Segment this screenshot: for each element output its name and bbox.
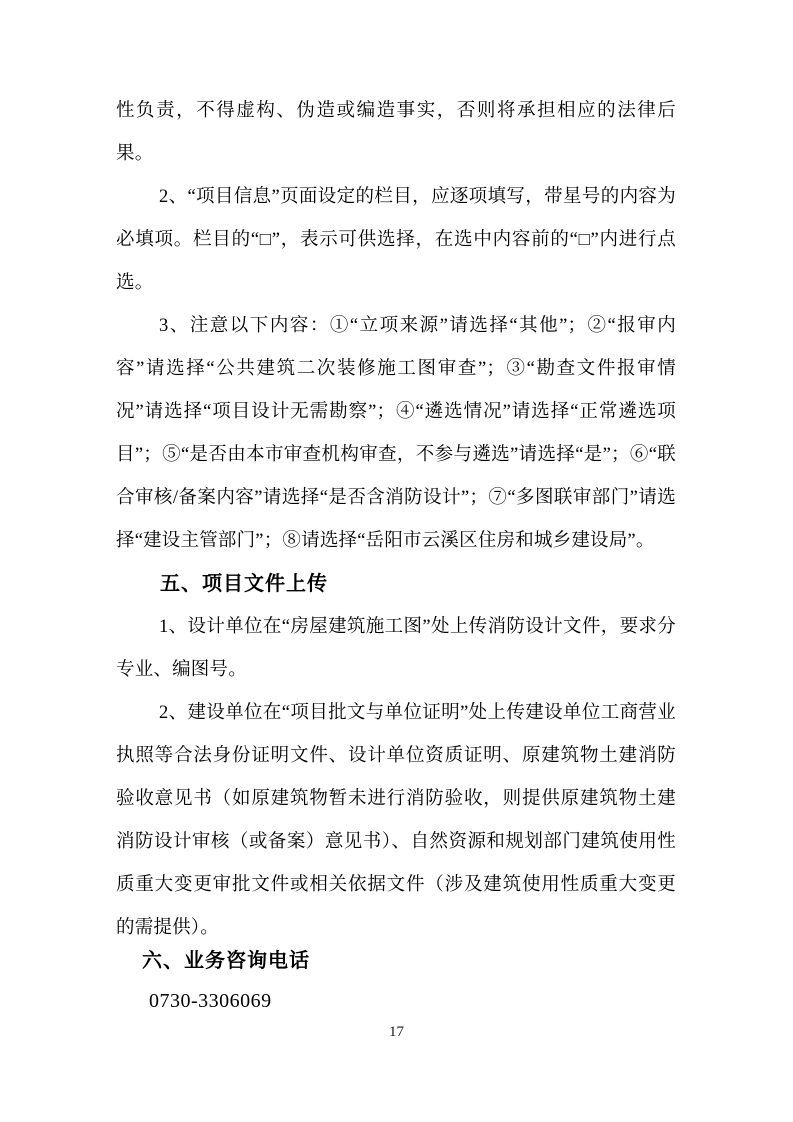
paragraph-upload-item-1: 1、设计单位在“房屋建筑施工图”处上传消防设计文件，要求分专业、编图号。 xyxy=(116,617,676,680)
document-body xyxy=(116,90,676,1019)
section-heading-phone: 六、业务咨询电话 xyxy=(142,950,310,972)
paragraph-continuation: 性负责，不得虚构、伪造或编造事实，否则将承担相应的法律后果。 xyxy=(116,101,676,164)
section-heading-file-upload: 五、项目文件上传 xyxy=(160,573,328,595)
paragraph-note-3: 3、注意以下内容：①“立项来源”请选择“其他”；②“报审内容”请选择“公共建筑二次装修施工图审查”；③“勘查文件报审情况”请选择“项目设计无需勘察”；④“遴选情况”请选择“正常遴选项目”；⑤“是否由本市审查机构审查，不参与遴选”请选择“是”；⑥“联合审核/备案内容”请选择“是否含消防设计”；⑦“多图联审部门”请选择“建设主管部门”；⑧请选择“岳阳市云溪区住房和城乡建设局”。 xyxy=(116,316,676,551)
page-number: 17 xyxy=(389,1024,404,1040)
paragraph-note-2: 2、“项目信息”页面设定的栏目，应逐项填写，带星号的内容为必填项。栏目的“□”，表示可供选择，在选中内容前的“□”内进行点选。 xyxy=(116,187,676,293)
phone-number: 0730-3306069 xyxy=(149,990,272,1012)
paragraph-upload-item-2: 2、建设单位在“项目批文与单位证明”处上传建设单位工商营业执照等合法身份证明文件、设计单位资质证明、原建筑物土建消防验收意见书（如原建筑物暂未进行消防验收，则提供原建筑物土建消防设计审核（或备案）意见书）、自然资源和规划部门建筑使用性质重大变更审批文件或相关依据文件（涉及建筑使用性质重大变更的需提供）。 xyxy=(116,703,676,938)
